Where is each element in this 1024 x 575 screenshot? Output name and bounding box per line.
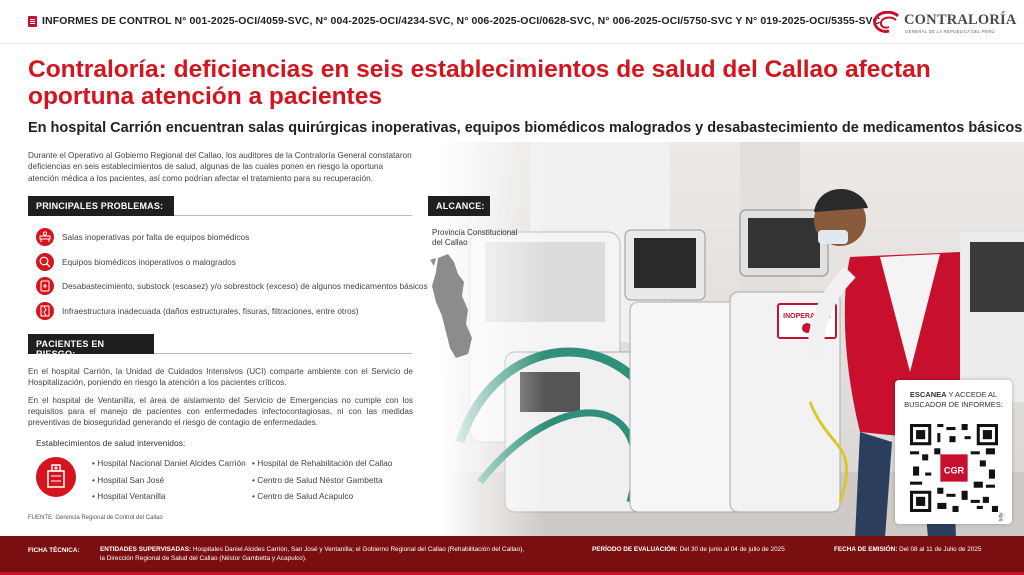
list-item: [28, 226, 413, 251]
qr-code[interactable]: [910, 424, 998, 512]
operating-room-icon: [36, 228, 54, 246]
qr-caption-bold: ESCANEA: [909, 390, 947, 399]
scope-section-header: ALCANCE:: [428, 196, 490, 216]
footer-period: [592, 545, 785, 554]
qr-card: [895, 380, 1012, 524]
risk-section-header: PACIENTES EN RIESGO:: [28, 334, 154, 354]
document-icon: [28, 16, 37, 27]
problems-list: [28, 226, 428, 324]
qr-center-label: CGR: [943, 465, 965, 476]
hospital-icon: [36, 457, 76, 497]
list-item: • Centro de Salud Acapulco: [252, 488, 392, 505]
scope-label: [432, 228, 517, 248]
scope-line-1: Provincia Constitucional: [432, 228, 518, 237]
intro-paragraph: Durante el Operativo al Gobierno Regional del Callao, los auditores de la Contraloría General constataron deficiencias en seis establecimientos de salud, algunas de las cuales ponen en riesgo la oportuna atención médica a los pacientes, así como podrían afectar el tratamiento para su recuperación.: [28, 151, 412, 183]
risk-divider: [154, 353, 412, 354]
medical-equipment-icon: [36, 253, 54, 271]
problem-text: Equipos biomédicos inoperativos o malogrados: [62, 256, 236, 267]
footer-entities-line1: Hospitales Daniel Alcides Carrión, San José y Ventanilla; el Gobierno Regional del Callao (Rehabilitación del Callao),: [191, 546, 525, 553]
footer-period-value: Del 30 de junio al 04 de julio de 2025: [677, 546, 785, 553]
footer-entities-label: ENTIDADES SUPERVISADAS:: [100, 546, 192, 553]
qr-caption: [899, 390, 1008, 409]
source-note: FUENTE: Gerencia Regional de Control del Callao: [28, 515, 163, 521]
contraloria-logo: [872, 10, 1017, 36]
footer-label: FICHA TÉCNICA:: [28, 547, 80, 554]
risk-paragraph-1: En el hospital Carrión, la Unidad de Cuidados Intensivos (UCI) comparte ambiente con el Servicio de Hospitalización, poniendo en riesgo la atención a los pacientes críticos.: [28, 367, 413, 387]
logo-mark-icon: [872, 11, 902, 33]
risk-paragraph-2: En el hospital de Ventanilla, el área de aislamiento del Servicio de Emergencias no cumple con los requisitos para el manejo de pacientes con enfermedades infectocontagiosas, ni con las medidas preventivas de bioseguridad generando el riesgo de contagio de enfermedades.: [28, 396, 413, 427]
list-item: [28, 300, 413, 325]
problems-section-header: PRINCIPALES PROBLEMAS:: [28, 196, 174, 216]
list-item: • Hospital Nacional Daniel Alcides Carrión: [92, 455, 246, 472]
list-item: • Hospital Ventanilla: [92, 488, 246, 505]
top-bar: [0, 0, 1024, 44]
list-item: • Centro de Salud Néstor Gambetta: [252, 472, 392, 489]
establishments-title: Establecimientos de salud intervenidos:: [36, 438, 186, 448]
building-damage-icon: [36, 302, 54, 320]
footer-tech-sheet: [0, 536, 1024, 575]
footer-issue-label: FECHA DE EMISIÓN:: [834, 546, 898, 553]
subheadline: En hospital Carrión encuentran salas quirúrgicas inoperativas, equipos biomédicos malogrados y desabastecimiento de medicamentos básicos: [28, 120, 1023, 136]
problem-text: Infraestructura inadecuada (daños estructurales, fisuras, filtraciones, entre otros): [62, 305, 359, 316]
headline: Contraloría: deficiencias en seis establecimientos de salud del Callao afectan oportuna atención a pacientes: [28, 56, 931, 110]
problems-divider: [174, 215, 412, 216]
footer-entities-line2: la Dirección Regional de Salud del Callao (Néstor Gambetta y Acapulco).: [100, 555, 307, 562]
qr-caption-rest: Y ACCEDE AL: [946, 390, 998, 399]
establishments-column-2: [252, 455, 392, 505]
footer-issue-date: [834, 545, 981, 554]
callao-map-icon: [428, 252, 476, 360]
scope-line-2: del Callao: [432, 238, 468, 247]
footer-issue-value: Del 08 al 11 de Julio de 2025: [897, 546, 982, 553]
logo-name: CONTRALORÍA: [904, 12, 1017, 28]
bitly-label: bitly: [998, 512, 1005, 522]
footer-entities: [100, 545, 524, 563]
problem-text: Salas inoperativas por falta de equipos biomédicos: [62, 232, 250, 242]
list-item: [28, 275, 428, 300]
footer-period-label: PERÍODO DE EVALUACIÓN:: [592, 546, 678, 553]
logo-subtitle: GENERAL DE LA REPÚBLICA DEL PERÚ: [905, 29, 995, 34]
establishments-column-1: [92, 455, 246, 505]
medicine-icon: [36, 277, 54, 295]
list-item: • Hospital de Rehabilitación del Callao: [252, 455, 392, 472]
report-numbers: INFORMES DE CONTROL N° 001-2025-OCI/4059-SVC, N° 004-2025-OCI/4234-SVC, N° 006-2025-OCI/0628-SVC, N° 006-2025-OCI/5750-SVC Y N° 019-2025-OCI/5355-SVC: [42, 15, 881, 27]
qr-caption-line2: BUSCADOR DE INFORMES:: [904, 399, 1003, 409]
list-item: [28, 251, 413, 276]
list-item: • Hospital San José: [92, 472, 246, 489]
problem-text: Desabastecimiento, substock (escasez) y/o sobrestock (exceso) de algunos medicamentos básicos: [62, 281, 428, 291]
